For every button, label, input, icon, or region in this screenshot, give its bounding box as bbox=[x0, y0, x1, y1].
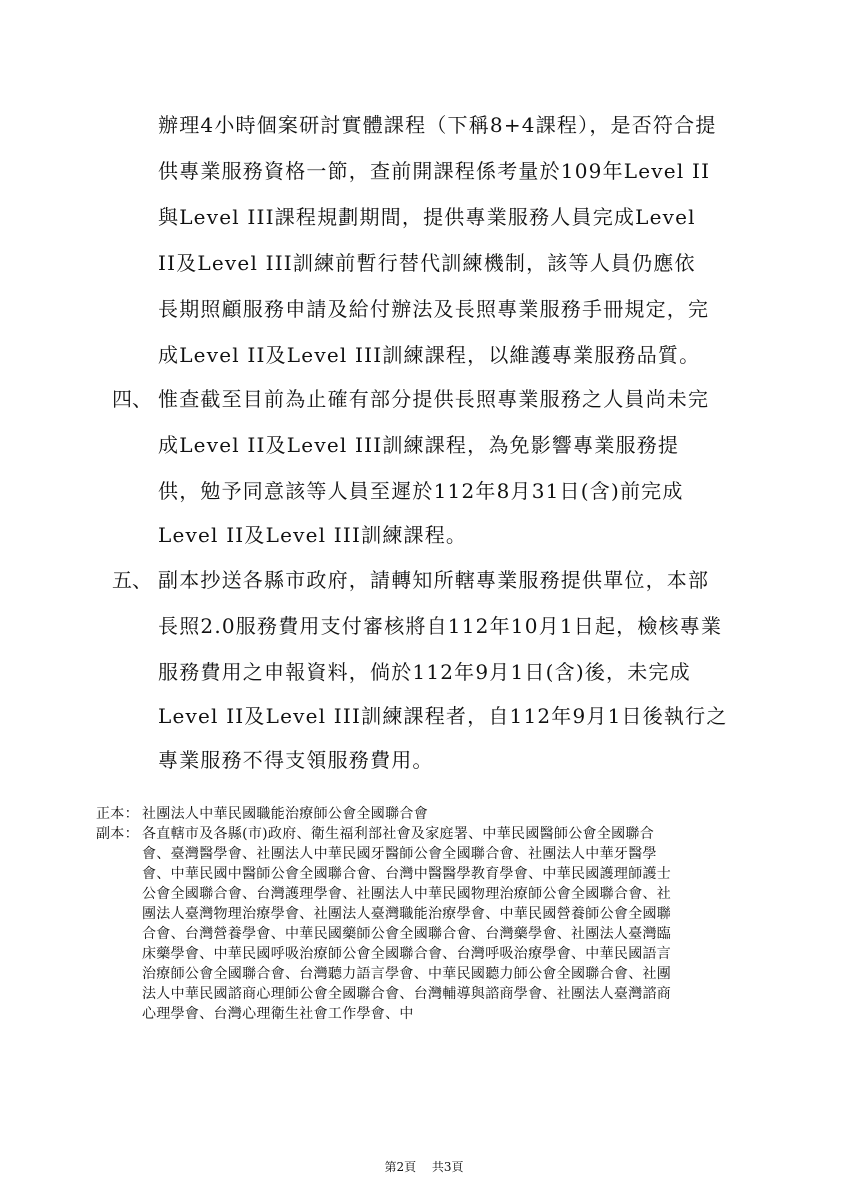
cc-line: 床藥學會、中華民國呼吸治療師公會全國聯合會、台灣呼吸治療學會、中華民國語言 bbox=[142, 946, 672, 962]
item-number: 五、 bbox=[112, 568, 152, 592]
text-line: 服務費用之申報資料，倘於112年9月1日(含)後，未完成 bbox=[158, 660, 691, 684]
cc-line: 會、臺灣醫學會、社團法人中華民國牙醫師公會全國聯合會、社團法人中華牙醫學 bbox=[142, 846, 657, 862]
text-line: 供，勉予同意該等人員至遲於112年8月31日(含)前完成 bbox=[158, 479, 684, 503]
cc-line: 合會、台灣營養學會、中華民國藥師公會全國聯合會、台灣藥學會、社團法人臺灣臨 bbox=[142, 926, 672, 942]
cc-line: 法人中華民國諮商心理師公會全國聯合會、台灣輔導與諮商學會、社團法人臺灣諮商 bbox=[142, 986, 672, 1002]
main-recipient-label: 正本： bbox=[96, 806, 139, 822]
text-line: 長期照顧服務申請及給付辦法及長照專業服務手冊規定，完 bbox=[158, 297, 710, 321]
cc-line: 治療師公會全國聯合會、台灣聽力語言學會、中華民國聽力師公會全國聯合會、社團 bbox=[142, 966, 672, 982]
cc-label: 副本： bbox=[96, 826, 139, 842]
text-line: Level II及Level III訓練課程。 bbox=[158, 523, 468, 547]
text-line: 專業服務不得支領服務費用。 bbox=[158, 748, 434, 772]
text-line: 辦理4小時個案研討實體課程（下稱8+4課程），是否符合提 bbox=[158, 113, 717, 137]
cc-line: 公會全國聯合會、台灣護理學會、社團法人中華民國物理治療師公會全國聯合會、社 bbox=[142, 886, 672, 902]
text-line: 成Level II及Level III訓練課程，以維護專業服務品質。 bbox=[158, 343, 701, 367]
page-number: 第2頁 bbox=[384, 1160, 417, 1174]
text-line: 供專業服務資格一節，查前開課程係考量於109年Level II bbox=[158, 159, 711, 183]
text-line: 惟查截至目前為止確有部分提供長照專業服務之人員尚未完 bbox=[158, 387, 710, 411]
text-line: II及Level III訓練前暫行替代訓練機制，該等人員仍應依 bbox=[158, 251, 696, 275]
text-line: 成Level II及Level III訓練課程，為免影響專業服務提 bbox=[158, 433, 680, 457]
cc-line: 會、中華民國中醫師公會全國聯合會、台灣中醫醫學教育學會、中華民國護理師護士 bbox=[142, 866, 672, 882]
page-footer bbox=[0, 1158, 848, 1175]
text-line: 與Level III課程規劃期間，提供專業服務人員完成Level bbox=[158, 205, 696, 229]
cc-line: 心理學會、台灣心理衛生社會工作學會、中 bbox=[142, 1006, 414, 1022]
text-line: Level II及Level III訓練課程者，自112年9月1日後執行之 bbox=[158, 704, 728, 728]
text-line: 副本抄送各縣市政府，請轉知所轄專業服務提供單位，本部 bbox=[158, 568, 710, 592]
item-number: 四、 bbox=[112, 387, 152, 411]
text-line: 長照2.0服務費用支付審核將自112年10月1日起，檢核專業 bbox=[158, 614, 723, 638]
page-total: 共3頁 bbox=[431, 1160, 464, 1174]
cc-line: 團法人臺灣物理治療學會、社團法人臺灣職能治療學會、中華民國營養師公會全國聯 bbox=[142, 906, 672, 922]
main-recipient: 社團法人中華民國職能治療師公會全國聯合會 bbox=[142, 806, 428, 822]
cc-line: 各直轄市及各縣(市)政府、衛生福利部社會及家庭署、中華民國醫師公會全國聯合 bbox=[142, 826, 655, 842]
